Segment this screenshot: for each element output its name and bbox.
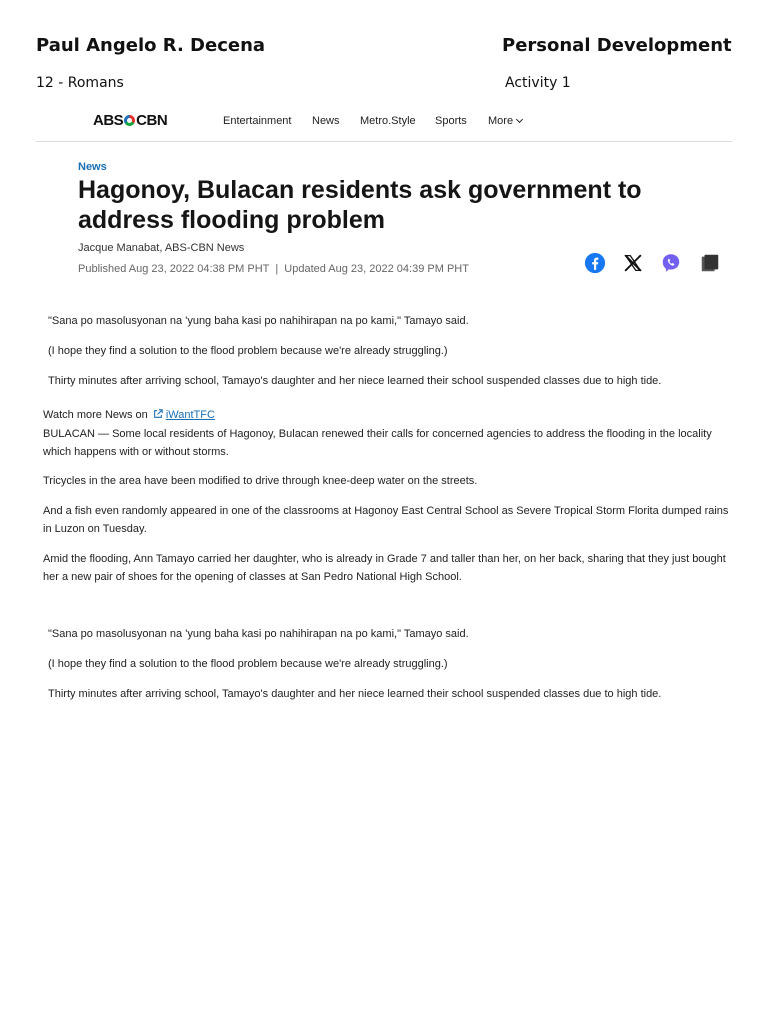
quote-1-line-1: "Sana po masolusyonan na 'yung baha kasi po nahihirapan na po kami," Tamayo said. [48, 315, 469, 327]
logo-text-right: CBN [136, 112, 168, 129]
chevron-down-icon [516, 116, 523, 123]
iwanttfc-link[interactable]: iWantTFC [165, 409, 215, 421]
article-byline: Jacque Manabat, ABS-CBN News [78, 242, 245, 254]
date-separator: | [275, 263, 279, 275]
published-date: Published Aug 23, 2022 04:38 PM PHT [78, 263, 270, 275]
quote-1-line-3: Thirty minutes after arriving school, Tamayo's daughter and her niece learned their school suspended classes due to high tide. [48, 375, 662, 387]
external-link-icon [153, 409, 163, 419]
body-paragraph-4: Amid the flooding, Ann Tamayo carried her daughter, who is already in Grade 7 and taller than her, on her back, sharing that they just bought her a new pair of shoes for the opening of classes at San Pedro National High School. [43, 553, 726, 583]
nav-item-more[interactable] [488, 115, 522, 127]
article-dates [78, 263, 469, 275]
article-category[interactable]: News [78, 161, 107, 173]
body-paragraph-2: Tricycles in the area have been modified to drive through knee-deep water on the streets. [43, 475, 478, 487]
article-headline: Hagonoy, Bulacan residents ask government to address flooding problem [78, 176, 642, 234]
quote-2-line-3: Thirty minutes after arriving school, Tamayo's daughter and her niece learned their school suspended classes due to high tide. [48, 688, 662, 700]
logo-ring-icon [124, 115, 135, 126]
nav-item-sports[interactable]: Sports [435, 115, 467, 127]
facebook-icon[interactable] [584, 252, 606, 274]
student-section: 12 - Romans [36, 75, 124, 91]
x-icon[interactable] [622, 252, 644, 274]
quote-1-line-2: (I hope they find a solution to the flood problem because we're already struggling.) [48, 345, 448, 357]
quote-2-line-1: "Sana po masolusyonan na 'yung baha kasi po nahihirapan na po kami," Tamayo said. [48, 628, 469, 640]
nav-more-label: More [488, 115, 514, 127]
subject-title: Personal Development [502, 35, 732, 56]
body-paragraph-3: And a fish even randomly appeared in one of the classrooms at Hagonoy East Central School as Severe Tropical Storm Florita dumped rains in Luzon on Tuesday. [43, 505, 729, 535]
body-paragraph-1: BULACAN — Some local residents of Hagonoy, Bulacan renewed their calls for concerned agencies to address the flooding in the locality which happens with or without storms. [43, 428, 712, 458]
watch-more-line [43, 406, 733, 424]
nav-item-metro-style[interactable]: Metro.Style [360, 115, 416, 127]
quote-2-line-2: (I hope they find a solution to the flood problem because we're already struggling.) [48, 658, 448, 670]
updated-date: Updated Aug 23, 2022 04:39 PM PHT [284, 263, 469, 275]
activity-label: Activity 1 [505, 75, 571, 91]
abs-cbn-logo[interactable] [93, 112, 167, 129]
site-navbar [36, 105, 732, 142]
student-name: Paul Angelo R. Decena [36, 35, 266, 56]
nav-item-entertainment[interactable]: Entertainment [223, 115, 292, 127]
watch-more-prefix: Watch more News on [43, 409, 148, 421]
viber-icon[interactable] [660, 252, 682, 274]
logo-text-left: ABS [93, 112, 124, 129]
nav-item-news[interactable]: News [312, 115, 340, 127]
copy-icon[interactable] [699, 252, 721, 274]
